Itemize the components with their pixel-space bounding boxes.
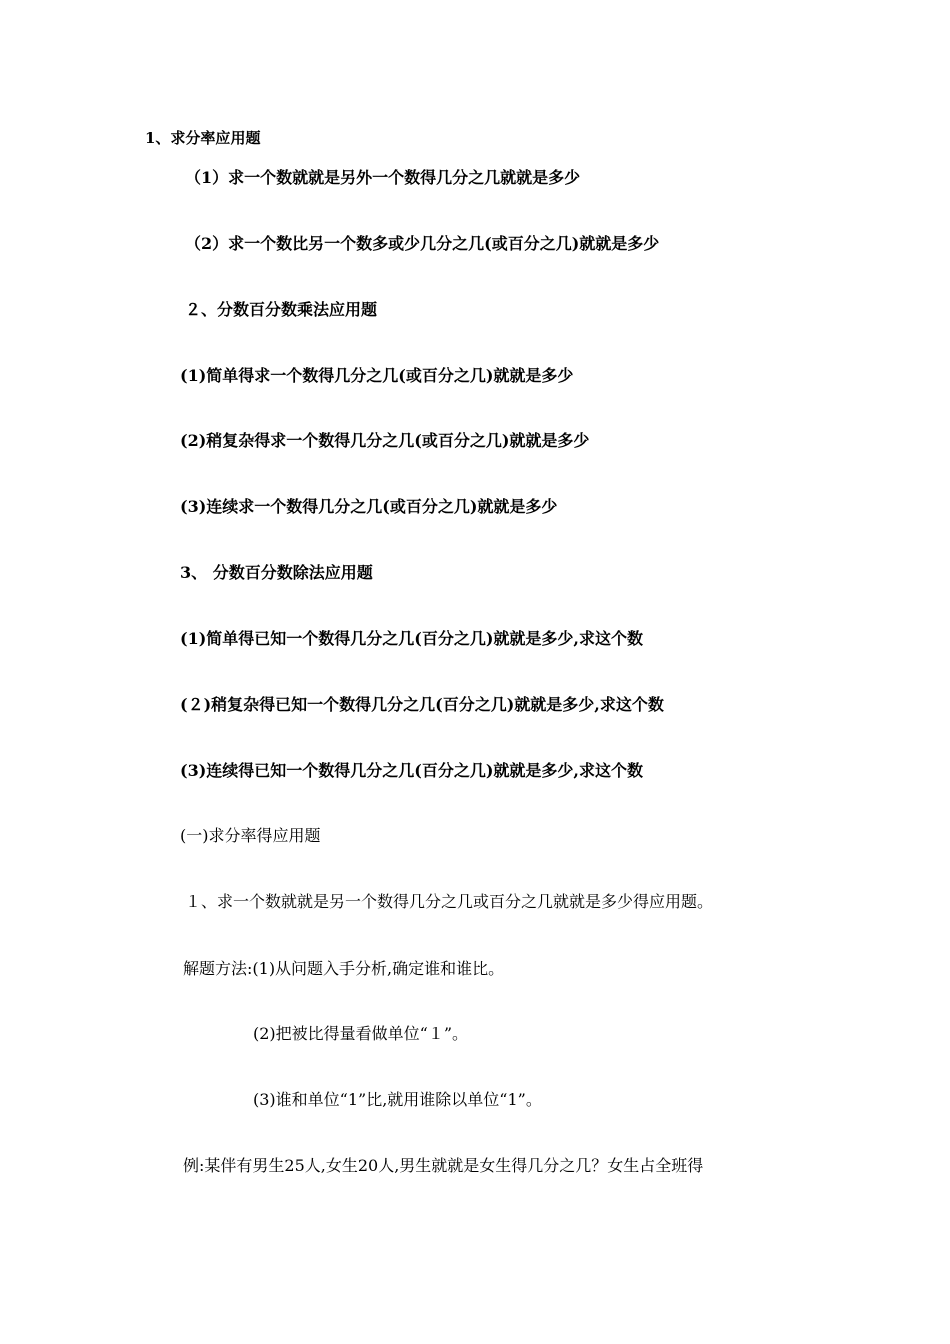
section-1-heading: 1、求分率应用题 <box>145 129 261 147</box>
item-3-1: (1)简单得已知一个数得几分之几(百分之几)就就是多少,求这个数 <box>180 629 643 648</box>
part-one-heading: (一)求分率得应用题 <box>180 826 321 845</box>
item-3-3: (3)连续得已知一个数得几分之几(百分之几)就就是多少,求这个数 <box>180 761 643 780</box>
item-3-2: (２)稍复杂得已知一个数得几分之几(百分之几)就就是多少,求这个数 <box>180 695 664 714</box>
method-step-1: 解题方法:(1)从问题入手分析,确定谁和谁比。 <box>183 959 505 978</box>
section-2-heading: ２、分数百分数乘法应用题 <box>185 300 378 319</box>
section-3-heading: 3、 分数百分数除法应用题 <box>180 563 373 582</box>
example-text: 例:某伴有男生25人,女生20人,男生就就是女生得几分之几？女生占全班得 <box>183 1156 704 1175</box>
item-1-2: （2）求一个数比另一个数多或少几分之几(或百分之几)就就是多少 <box>185 234 660 253</box>
topic-1-title: １、求一个数就就是另一个数得几分之几或百分之几就就是多少得应用题。 <box>185 892 714 911</box>
method-step-2: (2)把被比得量看做单位“１”。 <box>253 1024 469 1043</box>
item-2-2: (2)稍复杂得求一个数得几分之几(或百分之几)就就是多少 <box>180 431 590 450</box>
item-2-1: (1)简单得求一个数得几分之几(或百分之几)就就是多少 <box>180 366 574 385</box>
item-1-1: （1）求一个数就就是另外一个数得几分之几就就是多少 <box>185 168 581 187</box>
method-step-3: (3)谁和单位“1”比,就用谁除以单位“1”。 <box>253 1090 542 1109</box>
item-2-3: (3)连续求一个数得几分之几(或百分之几)就就是多少 <box>180 497 558 516</box>
